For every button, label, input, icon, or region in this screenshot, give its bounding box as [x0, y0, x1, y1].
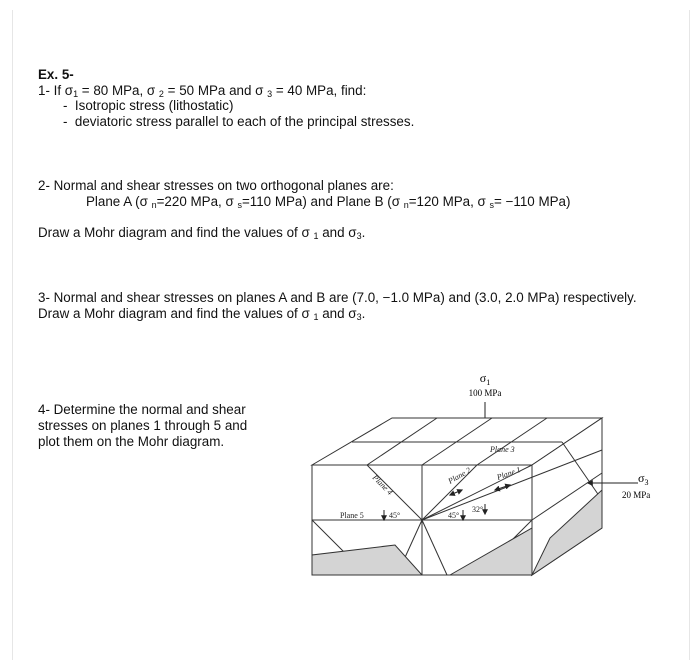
angle-plane-2: 45° — [448, 511, 460, 520]
q1-bullet-2: - deviatoric stress parallel to each of the principal stresses. — [63, 114, 415, 129]
q3-statement: 3- Normal and shear stresses on planes A and B are (7.0, −1.0 MPa) and (3.0, 2.0 MPa) respectively. — [38, 290, 637, 305]
sigma3-label — [622, 471, 650, 500]
q2-task: Draw a Mohr diagram and find the values of σ $_1$ and $\sigma_3$. — [38, 225, 366, 241]
svg-text:σ3: $\sigma_3$ — [638, 471, 649, 487]
sigma1-label — [469, 371, 502, 398]
q2-intro: 2- Normal and shear stresses on two orthogonal planes are: — [38, 178, 394, 193]
q4-line-1: 4- Determine the normal and shear — [38, 402, 246, 417]
plane-5-label: Plane 5 — [340, 511, 364, 520]
q3-task: Draw a Mohr diagram and find the values of σ $_1$ and $\sigma_3$. — [38, 306, 366, 322]
svg-text:100 MPa: 100 MPa — [468, 388, 502, 398]
angle-plane-4: 45° — [389, 511, 401, 520]
block-drawing — [312, 418, 602, 575]
q4-line-3: plot them on the Mohr diagram. — [38, 434, 225, 449]
plane-3-label: Plane 3 — [490, 445, 515, 454]
svg-text:σ1: $\sigma_1$ — [479, 371, 491, 387]
stress-block-figure — [300, 360, 670, 585]
q1-statement: 1- If $\sigma_1 = 80$ MPa, σ $_2$ = 50 MPa and σ $_3$ = 40 MPa, find: — [38, 83, 367, 99]
plane-4-label: Plane 4 — [370, 473, 395, 497]
q1-bullet-1: - Isotropic stress (lithostatic) — [63, 98, 234, 113]
plane-1-label: Plane 1 — [495, 464, 522, 482]
svg-text:20 MPa: 20 MPa — [622, 490, 651, 500]
q4-line-2: stresses on planes 1 through 5 and — [38, 418, 248, 433]
angle-plane-1: 32° — [472, 505, 484, 514]
exercise-title: Ex. 5- — [38, 67, 74, 82]
plane-2-label: Plane 2 — [446, 465, 473, 486]
q2-planes: Plane A (σ $_n$=220 MPa, σ $_s$=110 MPa) and Plane B (σ $_n$=120 MPa, σ $_s$= −110 MPa) — [86, 194, 571, 210]
